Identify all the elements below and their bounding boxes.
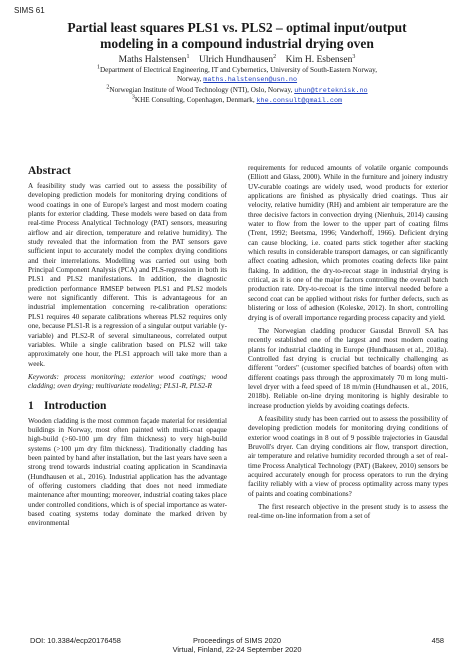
author-name: Maths Halstensen xyxy=(118,55,187,65)
aff-mark: 2 xyxy=(106,84,110,91)
author-aff-mark: 3 xyxy=(352,53,356,60)
body-paragraph: requirements for reduced amounts of volatile organic compounds (Elliott and Glass, 2000). While in the furniture and joinery industry UV-curable coatings are widely used, wood products for exterior applications are finished as physically dried coatings. Thus air velocity, relative humidity (RH) and ambient air temperature are the three decisive factors in convection drying (Nienhuis, 2014) causing water to flow from the lower to the upper part of coating films (Trent, 1992; Beetsma, 1996; Vanderhoff, 1966). Deficient drying can cause blocking, i.e. coated parts stick together after stacking which results in considerable transport damages, or can significantly affect coating adhesion, which promotes coating defects like paint flaking. In addition, the dry-to-recoat stage in industrial drying is critical, as it is one of the major factors controlling the overall batch production rate. Dry-to-recoat is the time interval needed before a second coat can be applied without risks for further defects, such as blistering or loss of adhesion (Koleske, 2012). In short, controlling drying is of overall importance regarding process capacity and yield. xyxy=(248,164,448,322)
proceedings-line-2: Virtual, Finland, 22-24 September 2020 xyxy=(172,645,302,654)
title-line-2: modeling in a compound industrial drying oven xyxy=(100,36,374,51)
email-link[interactable]: uhun@treteknisk.no xyxy=(294,86,368,95)
proceedings-info xyxy=(0,636,474,654)
body-paragraph: A feasibility study has been carried out to assess the possibility of developing prediction models for monitoring drying conditions of exterior wood coatings in 8 out of 9 possible trajectories in Gausdal Bruvoll's dryer. Can drying conditions air flow, transport direction, air temperature and relative humidity recorded through a set of real-time Process Analytical Technology (PAT) (Bakeev, 2010) sensors be acquired accurately enough for process operators to run the drying facility reliably with a view of process optimality across many types of paints and coating combinations? xyxy=(248,414,448,498)
affiliation-3 xyxy=(20,96,454,106)
body-paragraph: The Norwegian cladding producer Gausdal Bruvoll SA has recently established one of the largest and most modern coating plants for industrial cladding in Europe (Hundhausen et al., 2018a). Controlled fast drying is crucial but technically challenging as different "orders" (customer specified batches of boards) often with different coatings pass through the approximately 70 m long multi-level dryer with a feed speed of 18 m/min (Hundhausen et al., 2016, 2018b). Reliable on-line drying monitoring is highly desirable to increase production yields by avoiding coatings defects. xyxy=(248,326,448,410)
section-heading-introduction xyxy=(28,399,227,413)
abstract-text: A feasibility study was carried out to assess the possibility of developing prediction models for monitoring drying conditions of wood coatings in one of Europe's largest and most modern coating plants for exterior cladding. These models were based on data from real-time Process Analytical Technology (PAT) sensors, measuring airflow and air direction, temperature and relative humidity). The study revealed that the information from the PAT sensors gave sufficient input to accurately model the complex drying conditions and their interrelations. Modelling was carried out using both Principal Component Analysis (PCA) and PLS-regression in both its PLS1 and PLS2 manifestations. In addition, the diagnostic prediction performance RMSEP between PLS1 and PLS2 models were not significantly different. This is advantageous for an industrial implementation concerning re-calibration operations: PLS1 requires 40 separate calibrations whereas PLS2 requires only one, because PLS1-R is a regression of a singular output variable (y-variable) and PLS2-R of several simultaneous, correlated output variables. While a single calibration based on PLS2 will take approximately one hour, the PLS1 approach will take more than a week. xyxy=(28,182,227,368)
aff-text-2: Norway, xyxy=(176,75,202,84)
page-number: 458 xyxy=(431,636,444,645)
aff-text: Department of Electrical Engineering, IT and Cybernetics, University of South-Eastern Norway, xyxy=(99,66,378,74)
author-name: Kim H. Esbensen xyxy=(285,55,353,65)
section-title: Introduction xyxy=(44,399,107,412)
aff-mark: 1 xyxy=(96,64,100,71)
body-paragraph: The first research objective in the present study is to assess the real-time on-line information from a set of xyxy=(248,503,448,521)
author-aff-mark: 1 xyxy=(186,53,190,60)
author-list xyxy=(20,54,454,66)
left-column xyxy=(28,164,227,529)
aff-text: KHE Consulting, Copenhagen, Denmark, xyxy=(134,95,255,104)
section-number: 1 xyxy=(28,399,34,412)
right-column xyxy=(248,164,448,522)
author-name: Ulrich Hundhausen xyxy=(198,55,274,65)
intro-paragraph: Wooden cladding is the most common façade material for residential buildings in Norway, most often painted with multi-coat opaque high-build (>60-100 µm dry film thickness) to very high-build systems (>100 µm dry film thickness). Traditionally cladding has been painted by hand after installation, but the last years have seen a strong trend towards industrial coating application in Scandinavia (Hundhausen et al., 2016). Industrial application has the advantage of offering customers cladding that does not need immediate maintenance after mounting; moreover, industrial coating takes place under controlled conditions, which is of special importance as water-based coating systems today dominate the marked driven by environmental xyxy=(28,416,227,528)
proceedings-line-1: Proceedings of SIMS 2020 xyxy=(193,636,281,645)
keywords: Keywords: process monitoring; exterior wood coatings; wood cladding; oven drying; multivariate modeling; PLS1-R, PLS2-R xyxy=(28,372,227,391)
affiliation-2 xyxy=(20,86,454,96)
email-link[interactable]: khe.consult@gmail.com xyxy=(256,96,343,105)
affiliation-1 xyxy=(20,66,454,86)
doi-text: DOI: 10.3384/ecp20176458 xyxy=(30,636,121,645)
title-block xyxy=(20,20,454,106)
email-link[interactable]: maths.halstensen@usn.no xyxy=(203,76,298,85)
running-head: SIMS 61 xyxy=(14,6,45,15)
author-aff-mark: 2 xyxy=(273,53,277,60)
title-line-1: Partial least squares PLS1 vs. PLS2 – optimal input/output xyxy=(67,20,407,35)
aff-text: Norwegian Institute of Wood Technology (NTI), Oslo, Norway, xyxy=(109,85,293,94)
paper-title xyxy=(20,20,454,52)
aff-mark: 3 xyxy=(131,94,135,101)
abstract-heading: Abstract xyxy=(28,165,71,177)
